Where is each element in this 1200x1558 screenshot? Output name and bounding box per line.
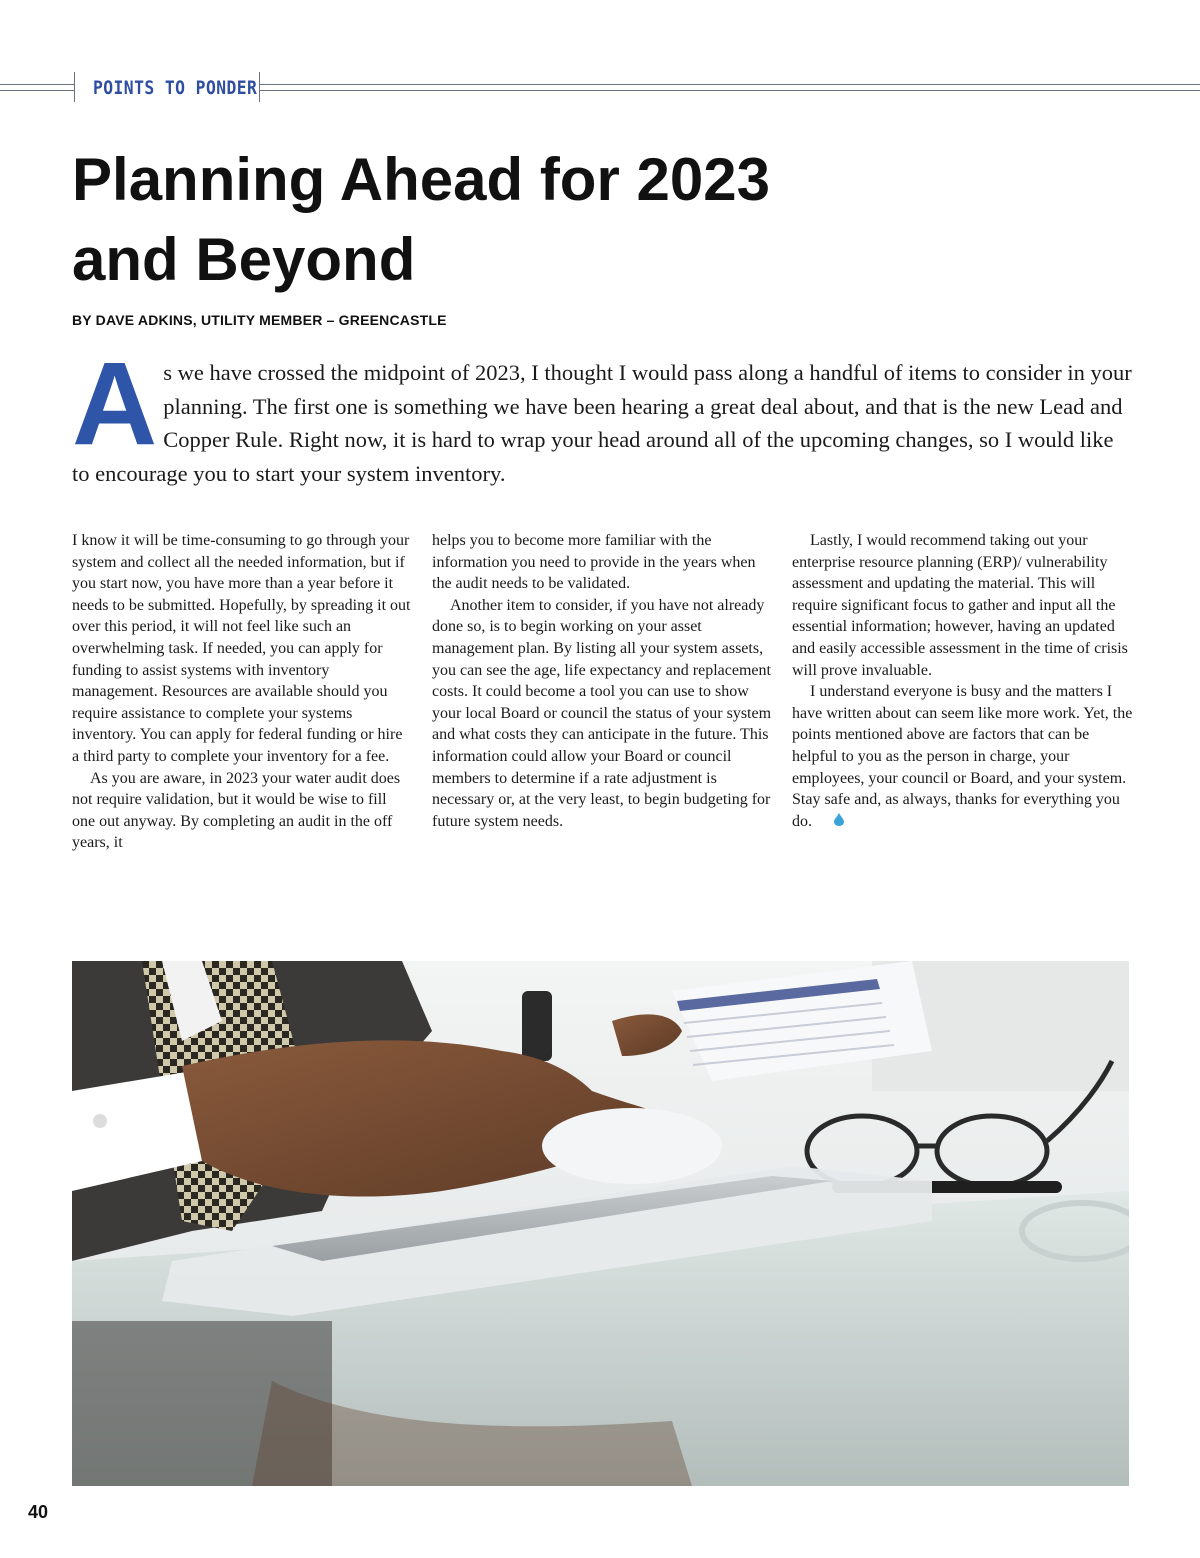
intro-text: s we have crossed the midpoint of 2023, I thought I would pass along a handful of items to consider in your planning. The first one is something we have been hearing a great deal about, and that is the new Lead and Copper Rule. Right now, it is hard to wrap your head around all of the upcoming changes, so I would like to encourage you to start your system inventory. <box>72 360 1132 486</box>
article-title <box>72 140 972 300</box>
column-2-paragraph-2: Another item to consider, if you have not already done so, is to begin working on your asset management plan. By listing all your system assets, you can see the age, life expectancy and replacement costs. It could become a tool you can use to show your local Board or council the status of your system and what costs they can anticipate in the future. This information could allow your Board or council members to determine if a rate adjustment is necessary or, at the very least, to begin budgeting for future system needs. <box>432 596 772 830</box>
column-3-paragraph-1: Lastly, I would recommend taking out your enterprise resource planning (ERP)/ vulnerability assessment and updating the material. This will require significant focus to gather and input all the essential information; however, having an updated and easily accessible assessment in the time of crisis will prove invaluable. <box>792 532 1128 679</box>
section-label: POINTS TO PONDER <box>93 77 258 99</box>
article-photo <box>72 961 1129 1486</box>
title-line-1: Planning Ahead for 2023 <box>72 146 770 213</box>
rule-right-top <box>260 84 1200 85</box>
rule-left-bottom <box>0 90 74 91</box>
rule-left-top <box>0 84 74 85</box>
rule-tick-left <box>74 72 75 102</box>
column-1-paragraph-2: As you are aware, in 2023 your water audit does not require validation, but it would be wise to fill one out anyway. By completing an audit in the off years, it <box>72 769 401 852</box>
body-column-2 <box>432 530 772 832</box>
body-column-3 <box>792 530 1134 832</box>
rule-right-bottom <box>260 90 1200 91</box>
title-line-2: and Beyond <box>72 226 416 293</box>
column-1-paragraph-1: I know it will be time-consuming to go through your system and collect all the needed information, but if you start now, you have more than a year before it needs to be submitted. Hopefully, by spreading it out over this period, it will not feel like such an overwhelming task. If needed, you can apply for funding to assist systems with inventory management. Resources are available should you require assistance to complete your systems inventory. You can apply for federal funding or hire a third party to complete your inventory for a fee. <box>72 532 411 765</box>
byline: BY DAVE ADKINS, UTILITY MEMBER – GREENCASTLE <box>72 312 447 328</box>
body-column-1 <box>72 530 412 854</box>
page-number: 40 <box>28 1502 49 1522</box>
water-drop-icon <box>816 811 844 833</box>
rule-tick-right <box>259 72 260 102</box>
column-2-paragraph-1: helps you to become more familiar with the information you need to provide in the years when the audit needs to be validated. <box>432 532 756 593</box>
drop-cap: A <box>72 338 158 470</box>
column-3-paragraph-2-text: I understand everyone is busy and the matters I have written about can seem like more work. Yet, the points mentioned above are factors that can be helpful to you as the person in charge, your employees, your council or Board, and your system. Stay safe and, as always, thanks for everything you do. <box>792 683 1133 830</box>
section-header <box>0 72 1200 104</box>
office-desk-illustration <box>72 961 1129 1486</box>
intro-paragraph <box>72 338 1132 490</box>
column-3-paragraph-2 <box>792 681 1134 832</box>
